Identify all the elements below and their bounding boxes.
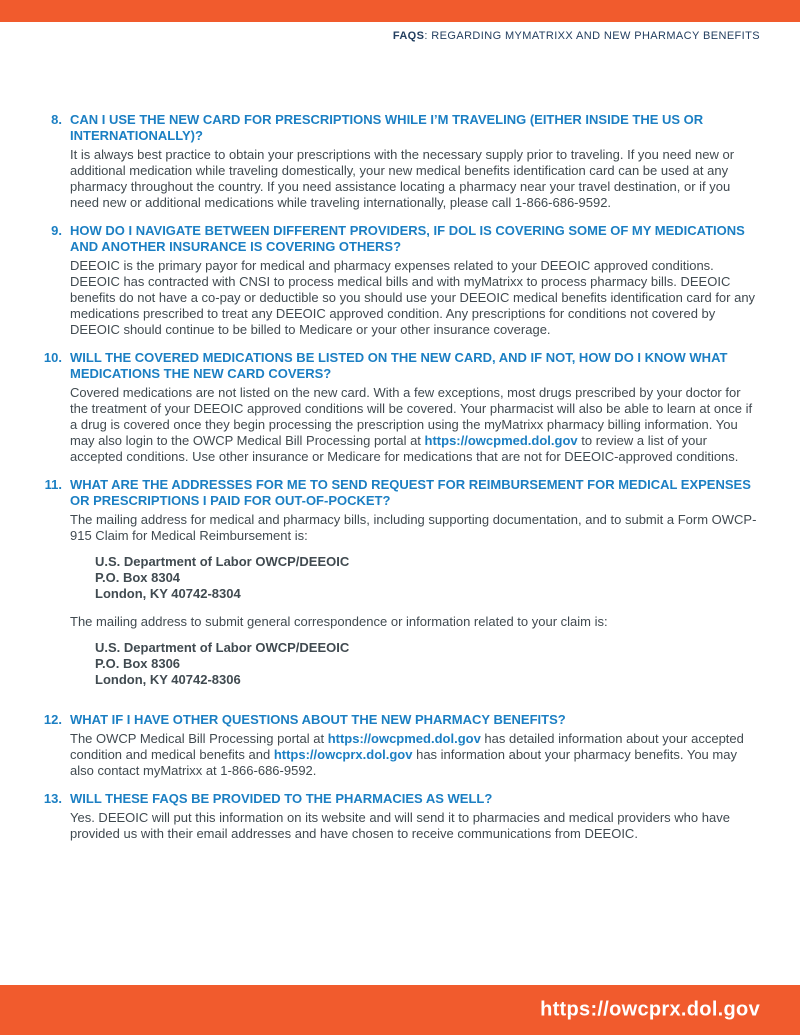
header-title: : REGARDING MYMATRIXX AND NEW PHARMACY BENEFITS xyxy=(424,30,760,42)
faq-paragraph xyxy=(70,810,757,842)
faq-body xyxy=(70,791,757,842)
text-segment: has information about your pharmacy benefits. You may also contact myMatrixx at 1-866-686-9592. xyxy=(70,747,737,778)
header-brand-label: FAQS xyxy=(392,30,425,42)
text-segment: Yes. DEEOIC will put this information on its website and will send it to pharmacies and medical providers who have provided us with their email addresses and have chosen to receive communications from DEEOIC. xyxy=(70,810,730,841)
text-segment: The OWCP Medical Bill Processing portal at xyxy=(70,731,328,746)
faq-body xyxy=(70,712,757,779)
faq-number: 9. xyxy=(51,223,62,238)
faq-paragraph xyxy=(70,731,757,779)
text-segment: It is always best practice to obtain your prescriptions with the necessary supply prior to traveling. If you need new or additional medication while traveling domestically, your new medical benefits identification card can be used at any pharmacy throughout the country. If you need assistance locating a pharmacy near your travel destination, or if you need new or additional medications while traveling internationally, please call 1-866-686-9592. xyxy=(70,147,735,210)
faq-paragraph xyxy=(70,147,757,211)
link-owcprx[interactable]: https://owcprx.dol.gov xyxy=(273,747,413,762)
faq-question: WILL THE COVERED MEDICATIONS BE LISTED ON THE NEW CARD, AND IF NOT, HOW DO I KNOW WHAT MEDICATIONS THE NEW CARD COVERS? xyxy=(70,350,728,381)
faq-body xyxy=(70,477,757,700)
address-line: U.S. Department of Labor OWCP/DEEOIC xyxy=(95,554,350,569)
faq-item xyxy=(34,712,757,779)
link-owcpmed[interactable]: https://owcpmed.dol.gov xyxy=(327,731,481,746)
footer-url: https://owcprx.dol.gov xyxy=(540,998,760,1021)
faq-item xyxy=(34,791,757,842)
faq-item xyxy=(34,223,757,338)
link-owcpmed[interactable]: https://owcpmed.dol.gov xyxy=(424,433,578,448)
faq-number: 11. xyxy=(44,477,62,492)
text-segment: to review a list of your accepted conditions. Use other insurance or Medicare for medications that are not for DEEOIC-approved conditions. xyxy=(70,433,739,464)
text-segment: has detailed information about your accepted condition and medical benefits and xyxy=(70,731,744,762)
text-segment: The mailing address for medical and pharmacy bills, including supporting documentation, and to submit a Form OWCP-915 Claim for Medical Reimbursement is: xyxy=(70,512,757,543)
faq-paragraph xyxy=(70,512,757,544)
text-segment: DEEOIC is the primary payor for medical and pharmacy expenses related to your DEEOIC approved conditions. DEEOIC has contracted with CNSI to process medical bills and with myMatrixx to process pharmacy bills. DEEOIC benefits do not have a co-pay or deductible so you should use your DEEOIC medical benefits identification card for any medications prescribed to treat any DEEOIC approved condition. Any prescriptions for conditions not covered by DEEOIC should continue to be billed to Medicare or your other insurance coverage. xyxy=(70,258,756,337)
faq-question: HOW DO I NAVIGATE BETWEEN DIFFERENT PROVIDERS, IF DOL IS COVERING SOME OF MY MEDICATIONS AND ANOTHER INSURANCE IS COVERING OTHERS? xyxy=(70,223,745,254)
address-line: London, KY 40742-8304 xyxy=(95,586,241,601)
faq-body xyxy=(70,223,757,338)
address-line: U.S. Department of Labor OWCP/DEEOIC xyxy=(95,640,350,655)
address-block xyxy=(95,554,757,602)
footer-bar xyxy=(0,985,800,1035)
faq-item xyxy=(34,477,757,700)
faq-question: WHAT IF I HAVE OTHER QUESTIONS ABOUT THE NEW PHARMACY BENEFITS? xyxy=(70,712,566,727)
faq-number: 10. xyxy=(43,350,62,365)
faq-body xyxy=(70,112,757,211)
faq-question: CAN I USE THE NEW CARD FOR PRESCRIPTIONS WHILE I’M TRAVELING (EITHER INSIDE THE US OR INTERNATIONALLY)? xyxy=(70,112,704,143)
faq-question: WILL THESE FAQS BE PROVIDED TO THE PHARMACIES AS WELL? xyxy=(70,791,493,806)
address-line: P.O. Box 8306 xyxy=(95,656,181,671)
faq-item xyxy=(34,112,757,211)
faq-number: 12. xyxy=(43,712,62,727)
faq-number: 13. xyxy=(43,791,62,806)
address-line: P.O. Box 8304 xyxy=(95,570,181,585)
top-accent-bar xyxy=(0,0,800,22)
address-block xyxy=(95,640,757,688)
faq-body xyxy=(70,350,757,465)
faq-paragraph xyxy=(70,258,757,338)
faq-list xyxy=(0,42,800,842)
faq-paragraph xyxy=(70,385,757,465)
faq-number: 8. xyxy=(51,112,62,127)
text-segment: The mailing address to submit general correspondence or information related to your claim is: xyxy=(70,614,608,629)
text-segment: Covered medications are not listed on the new card. With a few exceptions, most drugs prescribed by your doctor for the treatment of your DEEOIC approved conditions will be covered. Your pharmacist will also be able to learn at once if a drug is covered once they begin processing the prescription using the myMatrixx pharmacy billing information. You may also login to the OWCP Medical Bill Processing portal at xyxy=(70,385,753,448)
document-header xyxy=(0,22,800,42)
faq-item xyxy=(34,350,757,465)
address-line: London, KY 40742-8306 xyxy=(95,672,241,687)
faq-paragraph xyxy=(70,614,757,630)
faq-question: WHAT ARE THE ADDRESSES FOR ME TO SEND REQUEST FOR REIMBURSEMENT FOR MEDICAL EXPENSES OR PRESCRIPTIONS I PAID FOR OUT-OF-POCKET? xyxy=(70,477,751,508)
